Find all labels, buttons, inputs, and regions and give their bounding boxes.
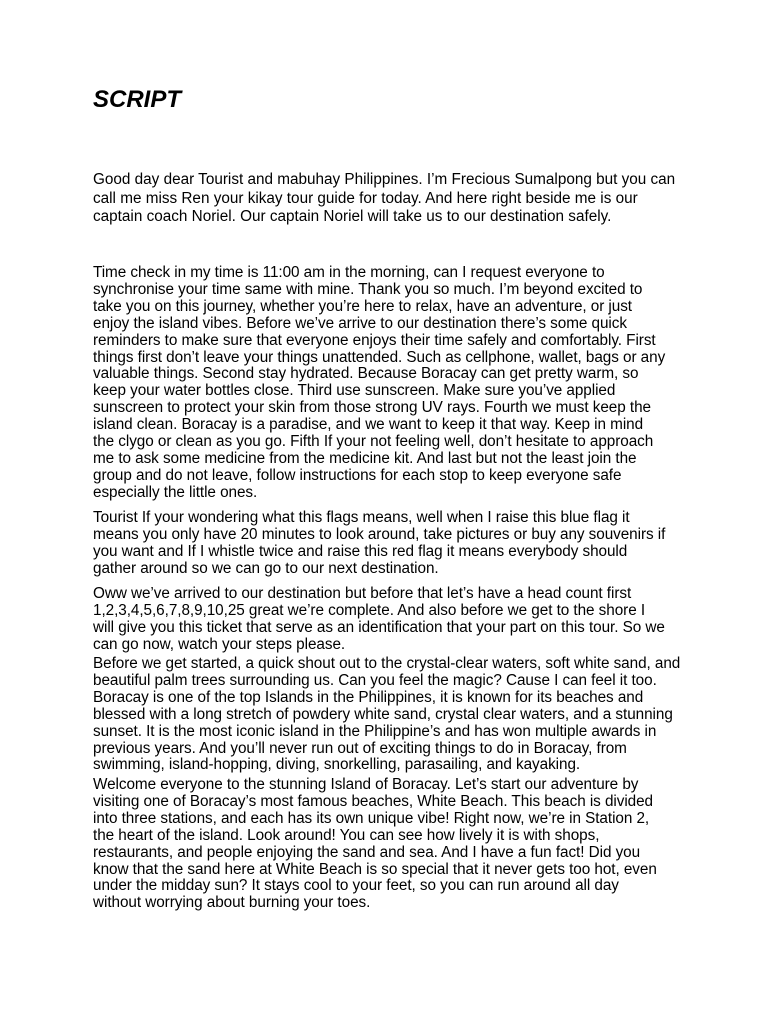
paragraph-arrival: Oww we’ve arrived to our destination but before that let’s have a head count first 1,2,3,4,5,6,7,8,9,10,25 great we’re complete. And also before we get to the shore I will give you this ticket that serve as an identification that your part on this tour. So we can go now, watch your steps please. [93,585,665,653]
paragraph-white-beach: Welcome everyone to the stunning Island of Boracay. Let’s start our adventure by visiting one of Boracay’s most famous beaches, White Beach. This beach is divided into three stations, and each has its own unique vibe! Right now, we’re in Station 2, the heart of the island. Look around! You can see how lively it is with shops, restaurants, and people enjoying the sand and sea. And I have a fun fact! Did you know that the sand here at White Beach is so special that it never gets too hot, even under the midday sun? It stays cool to your feet, so you can run around all day without worrying about burning your toes. [93,776,657,912]
paragraph-reminders: Time check in my time is 11:00 am in the morning, can I request everyone to synchronise your time same with mine. Thank you so much. I’m beyond excited to take you on this journey, whether you’re here to relax, have an adventure, or just enjoy the island vibes. Before we’ve arrive to our destination there’s some quick reminders to make sure that everyone enjoys their time safely and comfortably. First things first don’t leave your things unattended. Such as cellphone, wallet, bags or any valuable things. Second stay hydrated. Because Boracay can get pretty warm, so keep your water bottles close. Third use sunscreen. Make sure you’ve applied sunscreen to protect your skin from those strong UV rays. Fourth we must keep the island clean. Boracay is a paradise, and we want to keep it that way. Keep in mind the clygo or clean as you go. Fifth If your not feeling well, don’t hesitate to approach me to ask some medicine from the medicine kit. And last but not the least join the group and do not leave, follow instructions for each stop to keep everyone safe especially the little ones. [93,264,666,501]
paragraph-introduction: Good day dear Tourist and mabuhay Philippines. I’m Frecious Sumalpong but you can call me miss Ren your kikay tour guide for today. And here right beside me is our captain coach Noriel. Our captain Noriel will take us to our destination safely. [93,171,676,225]
paragraph-boracay-intro: Before we get started, a quick shout out to the crystal-clear waters, soft white sand, and beautiful palm trees surrounding us. Can you feel the magic? Cause I can feel it too. Boracay is one of the top Islands in the Philippines, it is known for its beaches and blessed with a long stretch of powdery white sand, crystal clear waters, and a stunning sunset. It is the most iconic island in the Philippine’s and has won multiple awards in previous years. And you’ll never run out of exciting things to do in Boracay, from swimming, island-hopping, diving, snorkelling, parasailing, and kayaking. [93,655,681,774]
document-title: SCRIPT [93,86,182,113]
paragraph-flags: Tourist If your wondering what this flags means, well when I raise this blue flag it means you only have 20 minutes to look around, take pictures or buy any souvenirs if you want and If I whistle twice and raise this red flag it means everybody should gather around so we can go to our next destination. [93,509,666,577]
